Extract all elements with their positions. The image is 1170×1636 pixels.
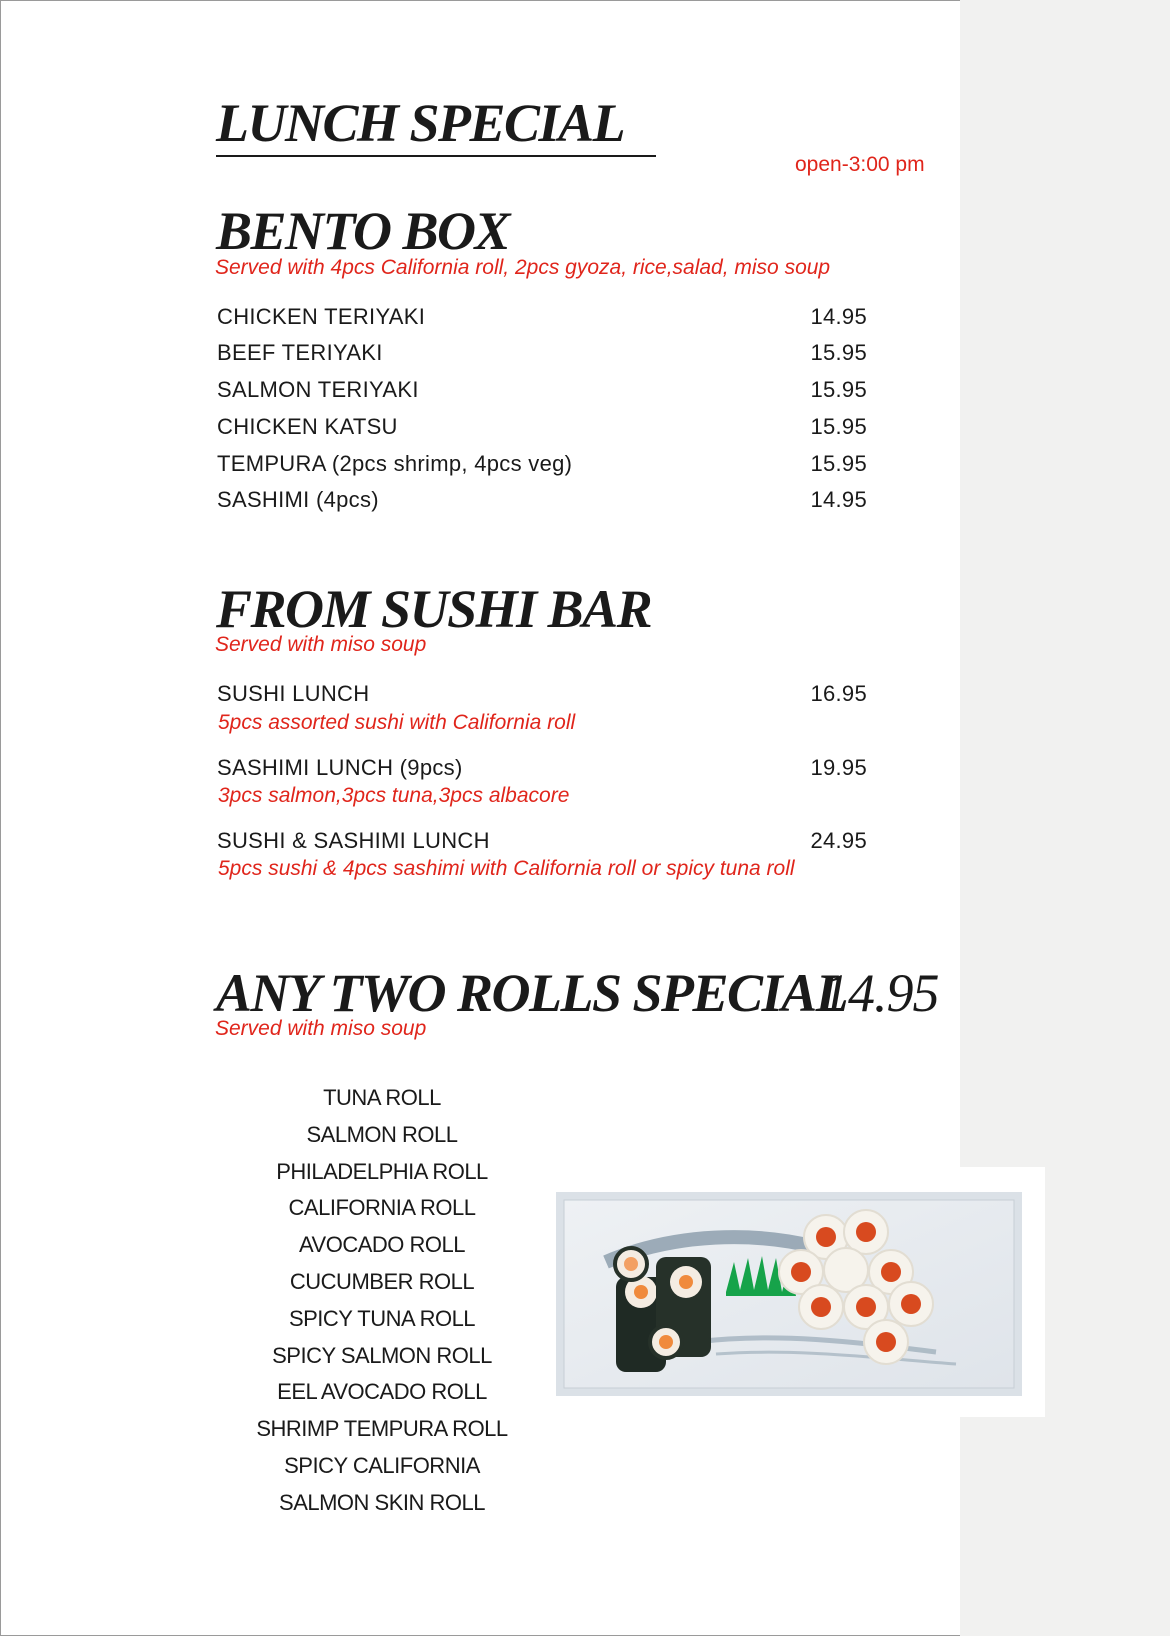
bento-box-note: Served with 4pcs California roll, 2pcs gyoza, rice,salad, miso soup: [215, 256, 831, 279]
item-price: 24.95: [810, 828, 867, 853]
item-name: SASHIMI LUNCH (9pcs): [217, 755, 463, 780]
list-item: CALIFORNIA ROLL: [288, 1195, 476, 1221]
list-item: SALMON SKIN ROLL: [279, 1489, 485, 1515]
item-name: BEEF TERIYAKI: [217, 340, 383, 365]
sushi-bar-note: Served with miso soup: [215, 633, 427, 656]
rolls-special-title: ANY TWO ROLLS SPECIAL: [216, 963, 848, 1023]
item-name: CHICKEN KATSU: [217, 414, 398, 439]
item-description: 3pcs salmon,3pcs tuna,3pcs albacore: [218, 784, 570, 807]
item-price: 19.95: [810, 755, 867, 780]
list-item: SHRIMP TEMPURA ROLL: [256, 1416, 508, 1442]
item-price: 16.95: [810, 681, 867, 706]
list-item: CUCUMBER ROLL: [289, 1268, 475, 1294]
sushi-bar-title: FROM SUSHI BAR: [216, 579, 652, 639]
item-price: 15.95: [810, 451, 867, 476]
item-price: 14.95: [810, 304, 867, 329]
item-price: 14.95: [810, 487, 867, 512]
list-item: PHILADELPHIA ROLL: [276, 1158, 488, 1184]
item-name: SUSHI LUNCH: [217, 681, 370, 706]
item-name: CHICKEN TERIYAKI: [217, 304, 426, 329]
item-name: SALMON TERIYAKI: [217, 377, 419, 402]
bento-box-title: BENTO BOX: [216, 201, 510, 261]
menu-item: [217, 755, 867, 785]
menu-item: [217, 414, 867, 444]
list-item: TUNA ROLL: [323, 1085, 441, 1110]
item-description: 5pcs assorted sushi with California roll: [218, 711, 576, 734]
rolls-list: [232, 1080, 532, 1522]
rolls-special-price: 14.95: [822, 963, 939, 1023]
menu-item: [217, 304, 867, 334]
menu-item: [217, 377, 867, 407]
title-underline: [216, 155, 656, 157]
page-title: LUNCH SPECIAL: [216, 93, 625, 153]
list-item: EEL AVOCADO ROLL: [277, 1379, 487, 1405]
menu-item: [217, 487, 867, 517]
sushi-photo-frame: [548, 1167, 1045, 1417]
rolls-special-note: Served with miso soup: [215, 1017, 427, 1040]
menu-item: [217, 828, 867, 858]
sushi-plate-image: [556, 1192, 1022, 1396]
list-item: SPICY TUNA ROLL: [288, 1305, 476, 1331]
menu-item: [217, 681, 867, 711]
item-name: SUSHI & SASHIMI LUNCH: [217, 828, 490, 853]
item-price: 15.95: [810, 414, 867, 439]
list-item: SALMON ROLL: [306, 1121, 458, 1147]
item-price: 15.95: [810, 340, 867, 365]
list-item: SPICY CALIFORNIA: [284, 1452, 480, 1478]
item-description: 5pcs sushi & 4pcs sashimi with California roll or spicy tuna roll: [218, 857, 795, 880]
hours-note: open-3:00 pm: [795, 153, 925, 176]
list-item: SPICY SALMON ROLL: [272, 1342, 492, 1368]
item-price: 15.95: [810, 377, 867, 402]
list-item: AVOCADO ROLL: [299, 1232, 465, 1258]
item-name: SASHIMI (4pcs): [217, 487, 379, 512]
menu-item: [217, 340, 867, 370]
item-name: TEMPURA (2pcs shrimp, 4pcs veg): [217, 451, 573, 476]
menu-item: [217, 451, 867, 481]
